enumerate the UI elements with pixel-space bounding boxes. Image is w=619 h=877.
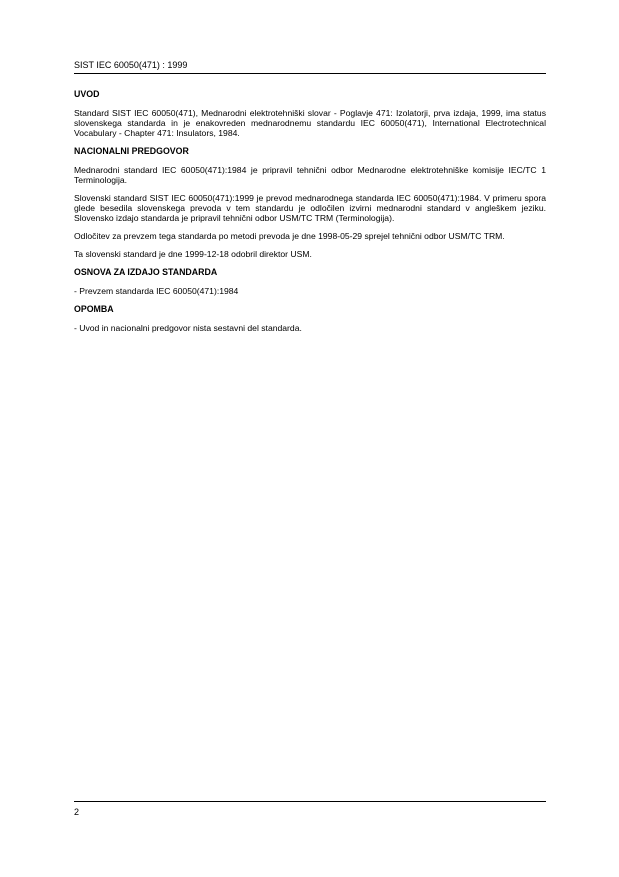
document-header: SIST IEC 60050(471) : 1999 [74, 60, 188, 70]
predgovor-paragraph-2: Slovenski standard SIST IEC 60050(471):1999 je prevod mednarodnega standarda IEC 60050(471):1984. V primeru spora glede besedila slovenskega prevoda v tem standardu je odločilen izvirni mednarodni standard v angleškem jeziku. Slovensko izdajo standarda je pripravil tehnični odbor USM/TC TRM (Terminologija). [74, 193, 546, 223]
header-divider [74, 73, 546, 74]
predgovor-paragraph-1: Mednarodni standard IEC 60050(471):1984 je pripravil tehnični odbor Mednarodne elektrotehniške komisije IEC/TC 1 Terminologija. [74, 165, 546, 185]
section-heading-nacionalni-predgovor: NACIONALNI PREDGOVOR [74, 146, 189, 156]
section-heading-osnova: OSNOVA ZA IZDAJO STANDARDA [74, 267, 218, 277]
predgovor-paragraph-3: Odločitev za prevzem tega standarda po metodi prevoda je dne 1998-05-29 sprejel tehnični odbor USM/TC TRM. [74, 231, 505, 241]
footer-divider [74, 801, 546, 802]
section-heading-opomba: OPOMBA [74, 304, 114, 314]
opomba-paragraph: - Uvod in nacionalni predgovor nista sestavni del standarda. [74, 323, 302, 333]
osnova-paragraph: - Prevzem standarda IEC 60050(471):1984 [74, 286, 239, 296]
page-number: 2 [74, 807, 80, 817]
uvod-paragraph: Standard SIST IEC 60050(471), Mednarodni elektrotehniški slovar - Poglavje 471: Izolatorji, prva izdaja, 1999, ima status slovenskega standarda in je enakovreden mednarodnemu standardu IEC 60050(471), International Electrotechnical Vocabulary - Chapter 471: Insulators, 1984. [74, 108, 546, 138]
section-heading-uvod: UVOD [74, 89, 100, 99]
document-body [74, 89, 546, 341]
predgovor-paragraph-4: Ta slovenski standard je dne 1999-12-18 odobril direktor USM. [74, 249, 312, 259]
